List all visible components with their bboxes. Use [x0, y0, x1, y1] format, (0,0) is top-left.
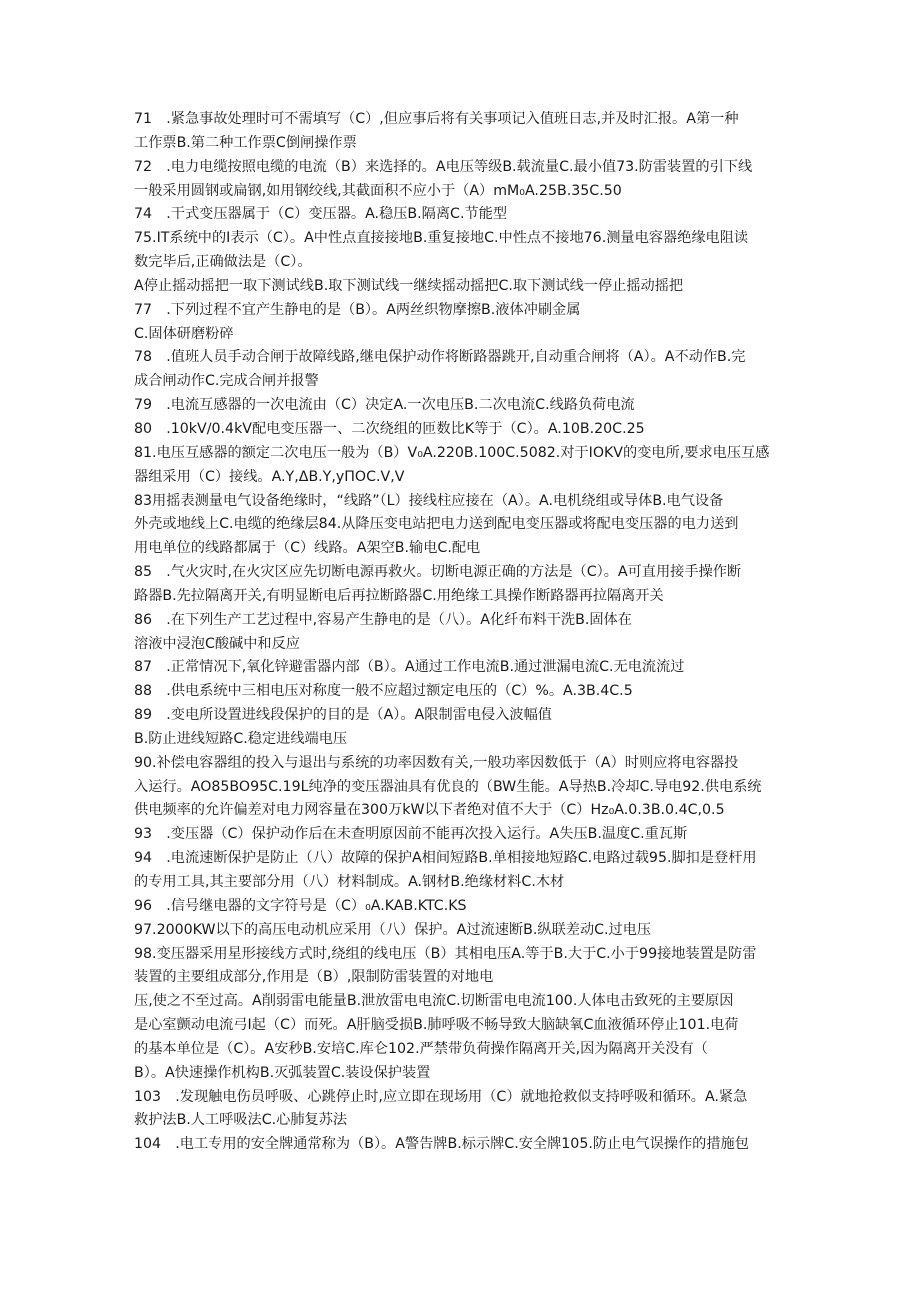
text-line: 数完毕后,正确做法是（C）。: [134, 254, 312, 271]
text-line: 用电单位的线路都属于（C）线路。A架空B.输电C.配电: [134, 540, 481, 557]
text-line: 的基本单位是（C）。A安秒B.安培C.库仑102.严禁带负荷操作隔离开关,因为隔离开关没有（: [134, 1040, 708, 1057]
text-line: 74 .干式变压器属于（C）变压器。A.稳压B.隔离C.节能型: [134, 206, 508, 223]
text-line: 93 .变压器（C）保护动作后在未查明原因前不能再次投入运行。A失压B.温度C.重瓦斯: [134, 826, 688, 843]
text-line: 外壳或地线上C.电缆的绝缘层84.从降压变电站把电力送到配电变压器或将配电变压器的电力送到: [134, 516, 739, 533]
text-line: 94 .电流速断保护是防止（八）故障的保护A相间短路B.单相接地短路C.电路过载95.脚扣是登杆用: [134, 850, 757, 867]
text-line: C.固体研磨粉碎: [134, 325, 234, 342]
text-line: 72 .电力电缆按照电缆的电流（B）来选择的。A电压等级B.载流量C.最小值73.防雷装置的引下线: [134, 158, 753, 175]
text-line: 97.2000KW以下的高压电动机应采用（八）保护。A过流速断B.纵联差动C.过电压: [134, 921, 652, 938]
text-line: 90.补偿电容器组的投入与退出与系统的功率因数有关,一般功率因数低于（A）时则应将电容器投: [134, 754, 739, 771]
text-line: 79 .电流互感器的一次电流由（C）决定A.一次电压B.二次电流C.线路负荷电流: [134, 397, 635, 414]
text-line: 入运行。AO85BO95C.19L纯净的变压器油具有优良的（BW生能。A导热B.冷却C.导电92.供电系统: [134, 778, 762, 795]
text-line: 一般采用圆钢或扁钢,如用钢绞线,其截面积不应小于（A）mM₀A.25B.35C.50: [134, 182, 622, 199]
text-line: 85 .气火灾时,在火灾区应先切断电源再救火。切断电源正确的方法是（C）。A可直用接手操作断: [134, 564, 742, 581]
text-line: 78 .值班人员手动合闸于故障线路,继电保护动作将断路器跳开,自动重合闸将（A）。A不动作B.完: [134, 349, 746, 366]
text-line: 86 .在下列生产工艺过程中,容易产生静电的是（八）。A化纤布料干洗B.固体在: [134, 611, 632, 628]
text-line: 救护法B.人工呼吸法C.心肺复苏法: [134, 1112, 348, 1129]
text-line: 87 .正常情况下,氧化锌避雷器内部（B）。A通过工作电流B.通过泄漏电流C.无电流流过: [134, 659, 685, 676]
text-line: 98.变压器采用星形接线方式时,绕组的线电压（B）其相电压A.等于B.大于C.小于99接地装置是防雷: [134, 945, 757, 962]
text-line: 的专用工具,其主要部分用（八）材料制成。A.钢材B.绝缘材料C.木材: [134, 874, 565, 890]
text-line: 是心室颤动电流弓I起（C）而死。A肝脑受损B.肺呼吸不畅导致大脑缺氧C血液循环停止101.电荷: [134, 1017, 739, 1034]
text-line: 路器B.先拉隔离开关,有明显断电后再拉断路器C.用绝缘工具操作断路器再拉隔离开关: [134, 587, 664, 604]
text-line: 器组采用（C）接线。A.Y,ΔB.Y,yΠOC.V,V: [134, 468, 405, 485]
question-text-block: [134, 108, 790, 1157]
text-line: 89 .变电所设置进线段保护的目的是（A）。A限制雷电侵入波幅值: [134, 707, 552, 724]
text-line: 成合闸动作C.完成合闸并报警: [134, 373, 319, 390]
text-line: 77 .下列过程不宜产生静电的是（B）。A两丝织物摩擦B.液体冲刷金属: [134, 301, 581, 318]
text-line: 80 .10kV∕0.4kV配电变压器一、二次绕组的匝数比K等于（C）。A.10B.20C.25: [134, 420, 645, 437]
text-line: A停止摇动摇把一取下测试线B.取下测试线一继续摇动摇把C.取下测试线一停止摇动摇把: [134, 277, 684, 294]
text-line: 96 .信号继电器的文字符号是（C）₀A.KAB.KTC.KS: [134, 897, 467, 914]
text-line: B）。A快速操作机构B.灭弧装置C.装设保护装置: [134, 1064, 431, 1081]
text-line: 71 .紧急事故处理时可不需填写（C）,但应事后将有关事项记入值班日志,并及时汇报。A第一种: [134, 111, 739, 127]
text-line: 装置的主要组成部分,作用是（B）,限制防雷装置的对地电: [134, 969, 494, 986]
text-line: 103 .发现触电伤员呼吸、心跳停止时,应立即在现场用（C）就地抢救似支持呼吸和循环。A.紧急: [134, 1088, 748, 1105]
text-line: 75.IT系统中的I表示（C）。A中性点直接接地B.重复接地C.中性点不接地76.测量电容器绝缘电阻读: [134, 230, 749, 247]
text-line: 81.电压互感器的额定二次电压一般为（B）V₀A.220B.100C.5082.对于IOKV的变电所,要求电压互感: [134, 444, 770, 461]
text-line: 工作票B.第二种工作票C倒闸操作票: [134, 134, 357, 151]
text-line: 供电频率的允许偏差对电力网容量在300万kW以下者绝对值不大于（C）Hz₀A.0.3B.0.4C,0.5: [134, 802, 725, 819]
text-line: 83用摇表测量电气设备绝缘时，“线路”（L）接线柱应接在（A）。A.电机绕组或导体B.电气设备: [134, 492, 724, 509]
text-line: B.防止进线短路C.稳定进线端电压: [134, 730, 348, 747]
text-line: 溶液中浸泡C酸碱中和反应: [134, 635, 300, 652]
text-line: 88 .供电系统中三相电压对称度一般不应超过额定电压的（C）%。A.3B.4C.5: [134, 683, 633, 700]
text-line: 104 .电工专用的安全牌通常称为（B）。A警告牌B.标示牌C.安全牌105.防止电气误操作的措施包: [134, 1136, 749, 1153]
text-line: 压,使之不至过高。A削弱雷电能量B.泄放雷电电流C.切断雷电电流100.人体电击致死的主要原因: [134, 993, 734, 1010]
